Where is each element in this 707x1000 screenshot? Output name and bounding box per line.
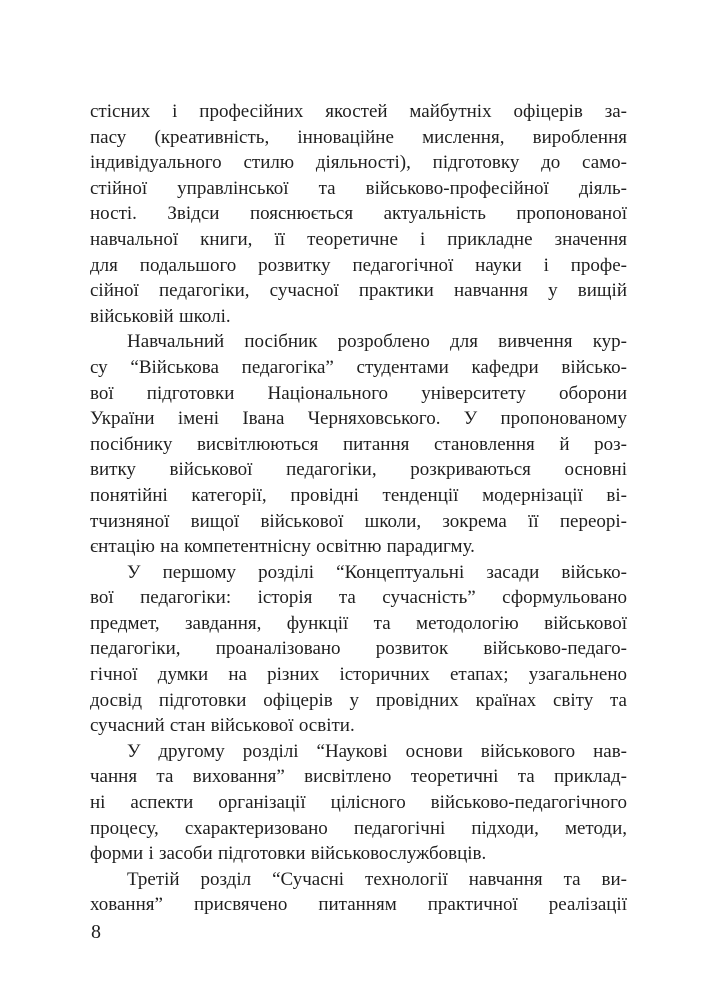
text-line: ховання” присвячено питанням практичної реалізації — [90, 894, 627, 916]
text-line: У другому розділі “Наукові основи військового нав- — [127, 740, 627, 762]
text-line: процесу, схарактеризовано педагогічні підходи, методи, — [90, 817, 627, 839]
text-line: понятійні категорії, провідні тенденції модернізації ві- — [90, 484, 627, 506]
text-line: навчальної книги, її теоретичне і прикладне значення — [90, 228, 627, 250]
page-number: 8 — [91, 921, 101, 943]
paragraph — [90, 560, 627, 739]
text-line: гічної думки на різних історичних етапах; узагальнено — [90, 664, 627, 686]
paragraph — [90, 867, 627, 918]
text-line: ні аспекти організації цілісного військово-педагогічного — [90, 792, 627, 814]
paragraph — [90, 739, 627, 867]
text-line: предмет, завдання, функції та методологію військової — [90, 612, 627, 634]
text-line: вої педагогіки: історія та сучасність” сформульовано — [90, 587, 627, 609]
text-line: для подальшого розвитку педагогічної науки і профе- — [90, 254, 627, 276]
text-line: досвід підготовки офіцерів у провідних країнах світу та — [90, 689, 627, 711]
text-line: У першому розділі “Концептуальні засади військо- — [127, 561, 627, 583]
text-line: Третій розділ “Сучасні технології навчання та ви- — [127, 868, 627, 890]
text-line: тчизняної вищої військової школи, зокрема її переорі- — [90, 510, 627, 532]
text-line: су “Військова педагогіка” студентами кафедри військо- — [90, 356, 627, 378]
text-line: посібнику висвітлюються питання становлення й роз- — [90, 433, 627, 455]
text-line: пасу (креативність, інноваційне мислення, вироблення — [90, 126, 627, 148]
paragraph — [90, 99, 627, 329]
text-line: сучасний стан військової освіти. — [90, 715, 355, 737]
text-line: стісних і професійних якостей майбутніх офіцерів за- — [90, 101, 627, 122]
text-line: форми і засоби підготовки військовослужбовців. — [90, 843, 487, 865]
text-line: ності. Звідси пояснюється актуальність пропонованої — [90, 203, 627, 225]
text-line: вої підготовки Національного університету оборони — [90, 382, 627, 404]
paragraph — [90, 329, 627, 559]
text-line: Навчальний посібник розроблено для вивчення кур- — [127, 331, 627, 353]
text-line: педагогіки, проаналізовано розвиток військово-педаго- — [90, 638, 627, 660]
text-line: витку військової педагогіки, розкриваються основні — [90, 459, 627, 481]
text-line: індивідуального стилю діяльності), підготовку до само- — [90, 152, 627, 174]
text-line: єнтацію на компетентнісну освітню парадигму. — [90, 536, 475, 558]
text-line: сійної педагогіки, сучасної практики навчання у вищій — [90, 280, 627, 302]
text-line: чання та виховання” висвітлено теоретичні та приклад- — [90, 766, 627, 788]
text-block — [90, 99, 627, 918]
text-line: стійної управлінської та військово-професійної діяль- — [90, 177, 627, 199]
text-line: військовій школі. — [90, 305, 231, 327]
text-line: України імені Івана Черняховського. У пропонованому — [90, 408, 627, 430]
